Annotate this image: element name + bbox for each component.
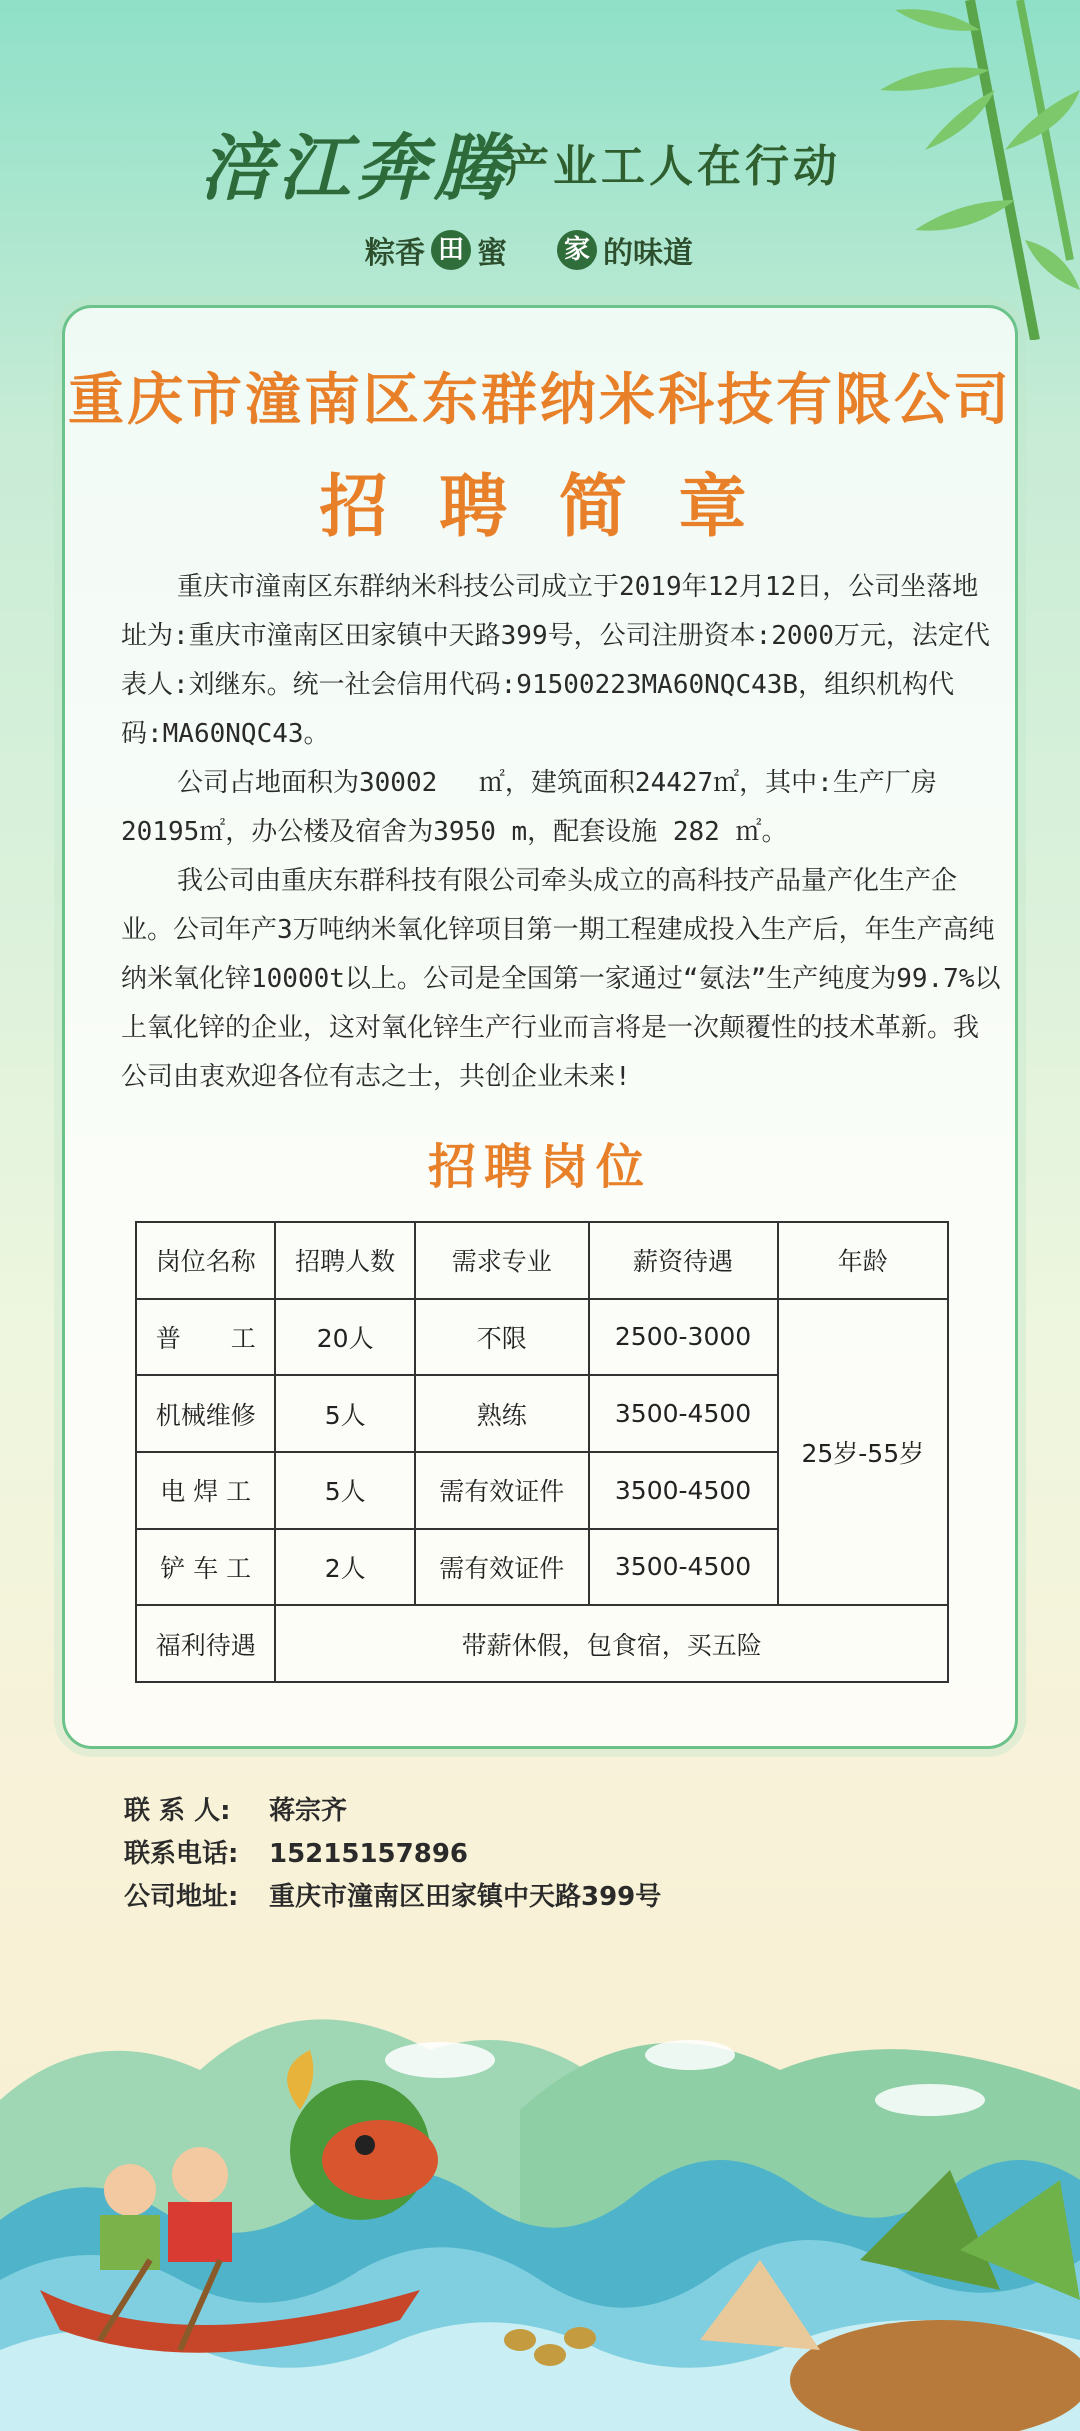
slogan-circle-tian: 田 [431,230,471,270]
position-major: 需有效证件 [415,1529,589,1606]
table-header-row [136,1222,948,1299]
contact-phone-label: 联系电话: [124,1839,239,1869]
contact-person-label: 联 系 人: [124,1796,231,1826]
intro-paragraph-1: 重庆市潼南区东群纳米科技公司成立于2019年12月12日，公司坐落地址为:重庆市潼南区田家镇中天路399号，公司注册资本:2000万元，法定代表人:刘继东。统一社会信用代码:91500223MA60NQC43B，组织机构代码:MA60NQC43。 [121,572,990,749]
position-count: 20人 [275,1299,414,1376]
contact-address-line [124,1876,661,1919]
header-banner [0,80,1080,310]
dragon-boat-illustration [0,1960,1080,2431]
contact-phone: 15215157896 [269,1839,468,1869]
contact-address-label: 公司地址: [124,1882,239,1912]
positions-table [135,1221,949,1683]
contact-info [124,1790,661,1919]
position-name: 铲 车 工 [136,1529,275,1606]
slogan-part2: 蜜 [477,236,507,271]
age-range: 25岁-55岁 [778,1299,948,1606]
position-count: 5人 [275,1452,414,1529]
table-row [136,1299,948,1376]
position-count: 2人 [275,1529,414,1606]
position-name: 机械维修 [136,1375,275,1452]
brochure-title: 招 聘 简 章 [319,468,761,547]
header-title: 产业工人在行动 [505,141,841,192]
company-introduction [121,563,1001,1102]
contact-phone-line [124,1833,661,1876]
position-name: 电 焊 工 [136,1452,275,1529]
position-major: 不限 [415,1299,589,1376]
slogan-part1: 粽香 [365,236,425,271]
position-major: 熟练 [415,1375,589,1452]
recruitment-card [62,305,1018,1749]
header-age: 年龄 [778,1222,948,1299]
calligraphy-title: 涪江奔腾 [200,125,513,210]
position-name: 普 工 [136,1299,275,1376]
header-position: 岗位名称 [136,1222,275,1299]
position-salary: 3500-4500 [589,1529,778,1606]
header-count: 招聘人数 [275,1222,414,1299]
positions-title: 招聘岗位 [427,1139,652,1195]
intro-paragraph-3: 我公司由重庆东群科技有限公司牵头成立的高科技产品量产化生产企业。公司年产3万吨纳米氧化锌项目第一期工程建成投入生产后，年生产高纯纳米氧化锌10000t以上。公司是全国第一家通过“氨法”生产纯度为99.7%以上氧化锌的企业，这对氧化锌生产行业而言将是一次颠覆性的技术革新。我公司由衷欢迎各位有志之士，共创企业未来! [121,866,1001,1092]
benefits-value: 带薪休假，包食宿，买五险 [275,1605,948,1682]
slogan-part3: 的味道 [603,236,693,271]
position-salary: 2500-3000 [589,1299,778,1376]
intro-paragraph-2: 公司占地面积为30002 ㎡，建筑面积24427㎡，其中:生产厂房20195㎡，办公楼及宿舍为3950 m，配套设施 282 ㎡。 [121,768,937,847]
benefits-row [136,1605,948,1682]
benefits-label: 福利待遇 [136,1605,275,1682]
contact-person: 蒋宗齐 [269,1796,348,1826]
position-count: 5人 [275,1375,414,1452]
position-salary: 3500-4500 [589,1375,778,1452]
position-major: 需有效证件 [415,1452,589,1529]
position-salary: 3500-4500 [589,1452,778,1529]
slogan-circle-jia: 家 [557,230,597,270]
header-major: 需求专业 [415,1222,589,1299]
company-name: 重庆市潼南区东群纳米科技有限公司 [68,368,1012,433]
header-salary: 薪资待遇 [589,1222,778,1299]
contact-person-line [124,1790,661,1833]
contact-address: 重庆市潼南区田家镇中天路399号 [269,1882,662,1912]
slogan [365,228,693,272]
